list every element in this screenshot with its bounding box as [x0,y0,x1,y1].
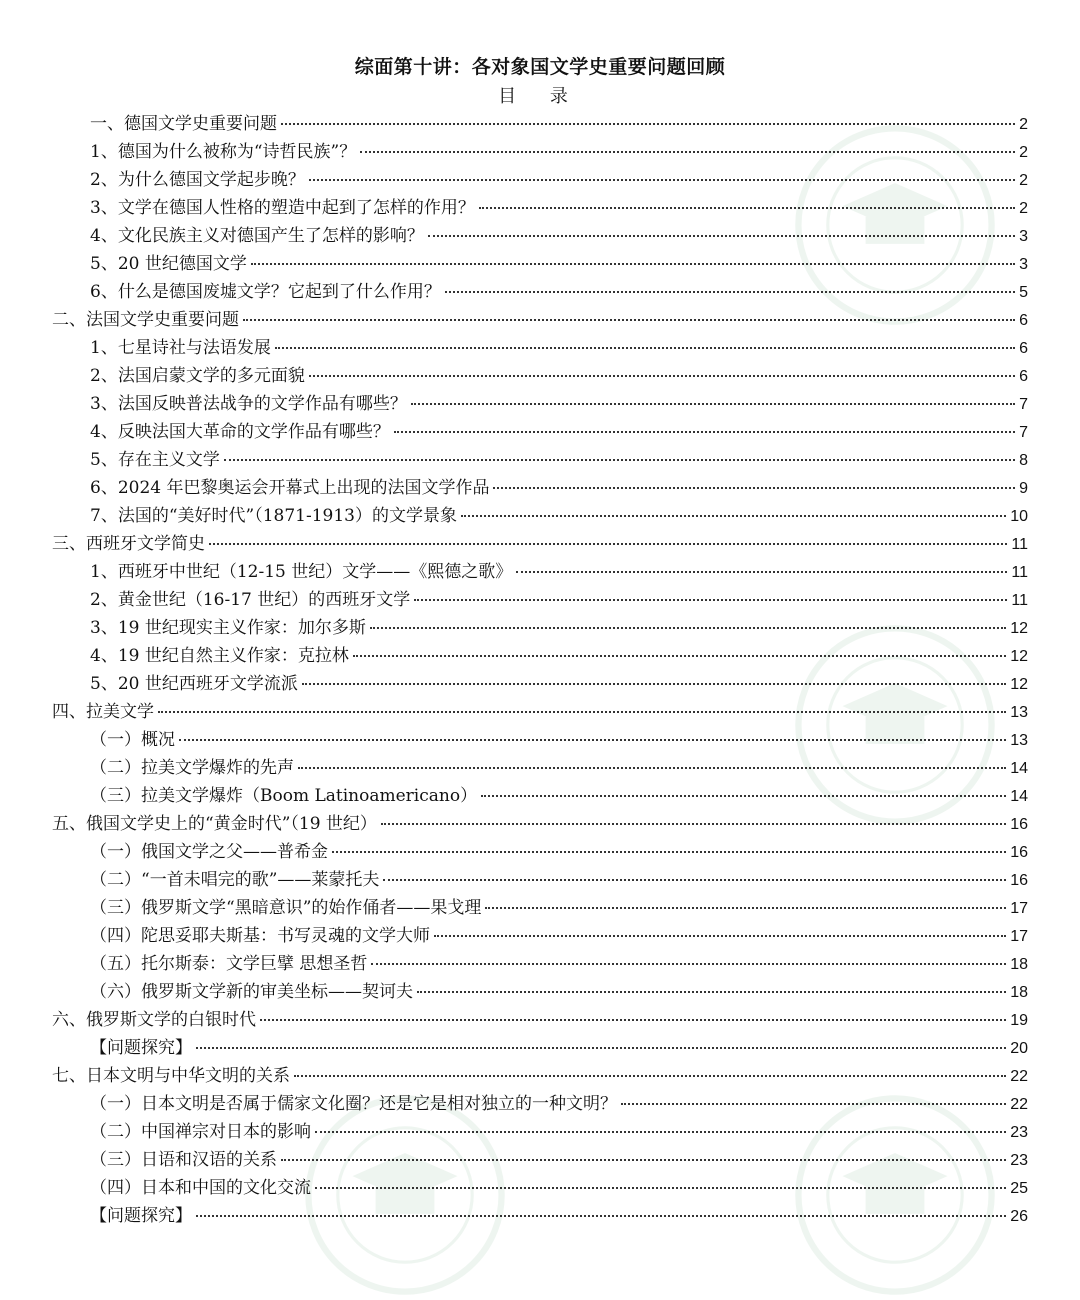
toc-entry-label: 【问题探究】 [90,1038,192,1058]
toc-entry-label: 【问题探究】 [90,1206,192,1226]
toc-entry-label: 1、七星诗社与法语发展 [90,338,271,358]
toc-entry[interactable] [90,222,1028,250]
toc-entry-page-number: 2 [1019,172,1028,189]
toc-entry-label: （二）“一首未唱完的歌”——莱蒙托夫 [90,870,380,890]
toc-dot-leader [294,1075,1006,1077]
toc-entry[interactable] [90,334,1028,362]
toc-entry-page-number: 7 [1019,396,1028,413]
toc-dot-leader [445,291,1015,293]
toc-entry[interactable] [90,418,1028,446]
toc-entry-label: 4、反映法国大革命的文学作品有哪些？ [90,422,390,442]
toc-entry-page-number: 6 [1019,312,1028,329]
toc-entry-label: 5、20 世纪西班牙文学流派 [90,674,298,694]
toc-entry-label: 四、拉美文学 [52,702,154,722]
toc-entry-label: 2、法国启蒙文学的多元面貌 [90,366,305,386]
toc-dot-leader [485,907,1006,909]
toc-dot-leader [370,627,1006,629]
toc-entry-page-number: 12 [1010,676,1028,693]
toc-dot-leader [196,1215,1006,1217]
toc-dot-leader [309,179,1015,181]
toc-entry-page-number: 19 [1010,1012,1028,1029]
toc-entry[interactable] [90,474,1028,502]
toc-entry[interactable] [90,446,1028,474]
toc-entry-page-number: 16 [1010,816,1028,833]
toc-entry-page-number: 2 [1019,144,1028,161]
toc-entry[interactable] [90,894,1028,922]
toc-dot-leader [179,739,1006,741]
toc-entry-page-number: 3 [1019,256,1028,273]
toc-entry[interactable] [52,1006,1028,1034]
toc-dot-leader [428,235,1015,237]
toc-entry-page-number: 6 [1019,368,1028,385]
toc-entry-page-number: 11 [1011,564,1028,581]
toc-entry-label: （一）概况 [90,730,175,750]
toc-dot-leader [414,599,1007,601]
toc-entry-label: （三）拉美文学爆炸（Boom Latinoamericano） [90,786,478,806]
toc-entry[interactable] [90,950,1028,978]
toc-dot-leader [461,515,1006,517]
toc-entry-page-number: 23 [1010,1124,1028,1141]
toc-entry-page-number: 12 [1010,620,1028,637]
toc-entry[interactable] [90,614,1028,642]
toc-entry-label: 2、为什么德国文学起步晚？ [90,170,305,190]
toc-dot-leader [479,207,1015,209]
toc-entry[interactable] [52,810,1028,838]
toc-entry-label: （二）中国禅宗对日本的影响 [90,1122,311,1142]
toc-entry-page-number: 23 [1010,1152,1028,1169]
toc-entry[interactable] [90,1174,1028,1202]
toc-entry[interactable] [90,1090,1028,1118]
toc-entry[interactable] [90,138,1028,166]
toc-entry-page-number: 25 [1010,1180,1028,1197]
toc-entry-label: 6、什么是德国废墟文学？它起到了什么作用？ [90,282,441,302]
toc-dot-leader [434,935,1006,937]
toc-dot-leader [315,1131,1006,1133]
toc-entry[interactable] [90,1118,1028,1146]
toc-entry[interactable] [90,502,1028,530]
toc-entry-label: （四）日本和中国的文化交流 [90,1178,311,1198]
toc-entry[interactable] [52,530,1028,558]
toc-entry-page-number: 20 [1010,1040,1028,1057]
toc-entry[interactable] [90,194,1028,222]
toc-dot-leader [516,571,1007,573]
toc-entry[interactable] [52,306,1028,334]
toc-dot-leader [158,711,1006,713]
toc-entry-page-number: 22 [1010,1068,1028,1085]
toc-entry-label: （三）日语和汉语的关系 [90,1150,277,1170]
toc-dot-leader [298,767,1006,769]
toc-entry[interactable] [90,866,1028,894]
toc-entry-page-number: 13 [1010,732,1028,749]
toc-entry-page-number: 17 [1010,928,1028,945]
toc-dot-leader [302,683,1006,685]
toc-entry[interactable] [90,754,1028,782]
toc-entry-label: 4、文化民族主义对德国产生了怎样的影响？ [90,226,424,246]
toc-entry-page-number: 18 [1010,984,1028,1001]
toc-entry-label: 七、日本文明与中华文明的关系 [52,1066,290,1086]
toc-dot-leader [275,347,1015,349]
toc-dot-leader [281,1159,1006,1161]
toc-entry-label: 六、俄罗斯文学的白银时代 [52,1010,256,1030]
toc-dot-leader [371,963,1006,965]
toc-dot-leader [411,403,1015,405]
toc-entry-page-number: 18 [1010,956,1028,973]
toc-entry-label: 3、19 世纪现实主义作家：加尔多斯 [90,618,366,638]
toc-dot-leader [209,543,1007,545]
toc-entry-page-number: 12 [1010,648,1028,665]
toc-entry-label: （三）俄罗斯文学“黑暗意识”的始作俑者——果戈理 [90,898,482,918]
toc-entry-page-number: 22 [1010,1096,1028,1113]
toc-entry-page-number: 6 [1019,340,1028,357]
toc-dot-leader [417,991,1006,993]
toc-entry-label: 1、西班牙中世纪（12-15 世纪）文学——《熙德之歌》 [90,562,513,582]
toc-dot-leader [281,123,1015,125]
toc-entry-label: （一）日本文明是否属于儒家文化圈？还是它是相对独立的一种文明？ [90,1094,617,1114]
toc-dot-leader [251,263,1015,265]
toc-dot-leader [260,1019,1006,1021]
toc-entry[interactable] [90,642,1028,670]
toc-entry[interactable] [90,278,1028,306]
toc-entry-label: 二、法国文学史重要问题 [52,310,239,330]
toc-entry[interactable] [90,922,1028,950]
toc-dot-leader [493,487,1015,489]
toc-entry-label: （六）俄罗斯文学新的审美坐标——契诃夫 [90,982,413,1002]
toc-dot-leader [353,655,1006,657]
toc-entry-page-number: 11 [1011,592,1028,609]
toc-entry-label: 3、法国反映普法战争的文学作品有哪些？ [90,394,407,414]
toc-entry-page-number: 16 [1010,844,1028,861]
toc-entry[interactable] [90,110,1028,138]
toc-entry[interactable] [90,390,1028,418]
toc-dot-leader [621,1103,1006,1105]
toc-entry-page-number: 16 [1010,872,1028,889]
toc-entry-page-number: 26 [1010,1208,1028,1225]
toc-entry-label: 5、存在主义文学 [90,450,220,470]
toc-entry-page-number: 7 [1019,424,1028,441]
toc-entry-label: 2、黄金世纪（16-17 世纪）的西班牙文学 [90,590,411,610]
toc-entry-label: 1、德国为什么被称为“诗哲民族”？ [90,142,357,162]
toc-entry[interactable] [90,1202,1028,1230]
toc-entry-page-number: 2 [1019,200,1028,217]
toc-dot-leader [315,1187,1006,1189]
toc-entry-label: 6、2024 年巴黎奥运会开幕式上出现的法国文学作品 [90,478,490,498]
toc-entry-page-number: 17 [1010,900,1028,917]
toc-dot-leader [481,795,1006,797]
toc-entry-label: 4、19 世纪自然主义作家：克拉林 [90,646,349,666]
toc-heading: 目 录 [498,86,582,107]
toc-entry[interactable] [90,726,1028,754]
toc-entry-page-number: 13 [1010,704,1028,721]
toc-entry-label: （五）托尔斯泰：文学巨擘 思想圣哲 [90,954,368,974]
toc-entry-label: 7、法国的“美好时代”（1871-1913）的文学景象 [90,506,457,526]
toc-entry[interactable] [52,1062,1028,1090]
toc-entry[interactable] [90,1034,1028,1062]
toc-entry[interactable] [90,362,1028,390]
toc-entry-page-number: 8 [1019,452,1028,469]
toc-entry-label: 三、西班牙文学简史 [52,534,205,554]
toc-entry-page-number: 14 [1010,760,1028,777]
toc-entry-page-number: 14 [1010,788,1028,805]
toc-entry-label: 五、俄国文学史上的“黄金时代”（19 世纪） [52,814,377,834]
toc-dot-leader [394,431,1015,433]
toc-entry-page-number: 3 [1019,228,1028,245]
toc-entry-page-number: 9 [1019,480,1028,497]
toc-entry-label: 3、文学在德国人性格的塑造中起到了怎样的作用？ [90,198,475,218]
toc-entry[interactable] [90,558,1028,586]
toc-entry[interactable] [52,698,1028,726]
toc-entry[interactable] [90,782,1028,810]
toc-entry-label: （四）陀思妥耶夫斯基：书写灵魂的文学大师 [90,926,430,946]
toc-entry[interactable] [90,586,1028,614]
toc-dot-leader [383,879,1006,881]
toc-entry[interactable] [90,1146,1028,1174]
toc-entry-label: 一、德国文学史重要问题 [90,114,277,134]
toc-dot-leader [332,851,1006,853]
toc-entry-label: 5、20 世纪德国文学 [90,254,247,274]
toc-entry-label: （一）俄国文学之父——普希金 [90,842,328,862]
toc-dot-leader [309,375,1015,377]
toc-entry[interactable] [90,670,1028,698]
toc-entry[interactable] [90,166,1028,194]
toc-dot-leader [196,1047,1006,1049]
document-title: 综面第十讲：各对象国文学史重要问题回顾 [354,56,726,78]
toc-entry-page-number: 2 [1019,116,1028,133]
toc-dot-leader [381,823,1006,825]
toc-dot-leader [224,459,1015,461]
toc-entry-label: （二）拉美文学爆炸的先声 [90,758,294,778]
toc-dot-leader [360,151,1015,153]
toc-entry[interactable] [90,978,1028,1006]
toc-entry-page-number: 5 [1019,284,1028,301]
toc-entry[interactable] [90,250,1028,278]
toc-entry-page-number: 11 [1011,536,1028,553]
toc-dot-leader [243,319,1015,321]
toc-entry-page-number: 10 [1010,508,1028,525]
toc-entry[interactable] [90,838,1028,866]
